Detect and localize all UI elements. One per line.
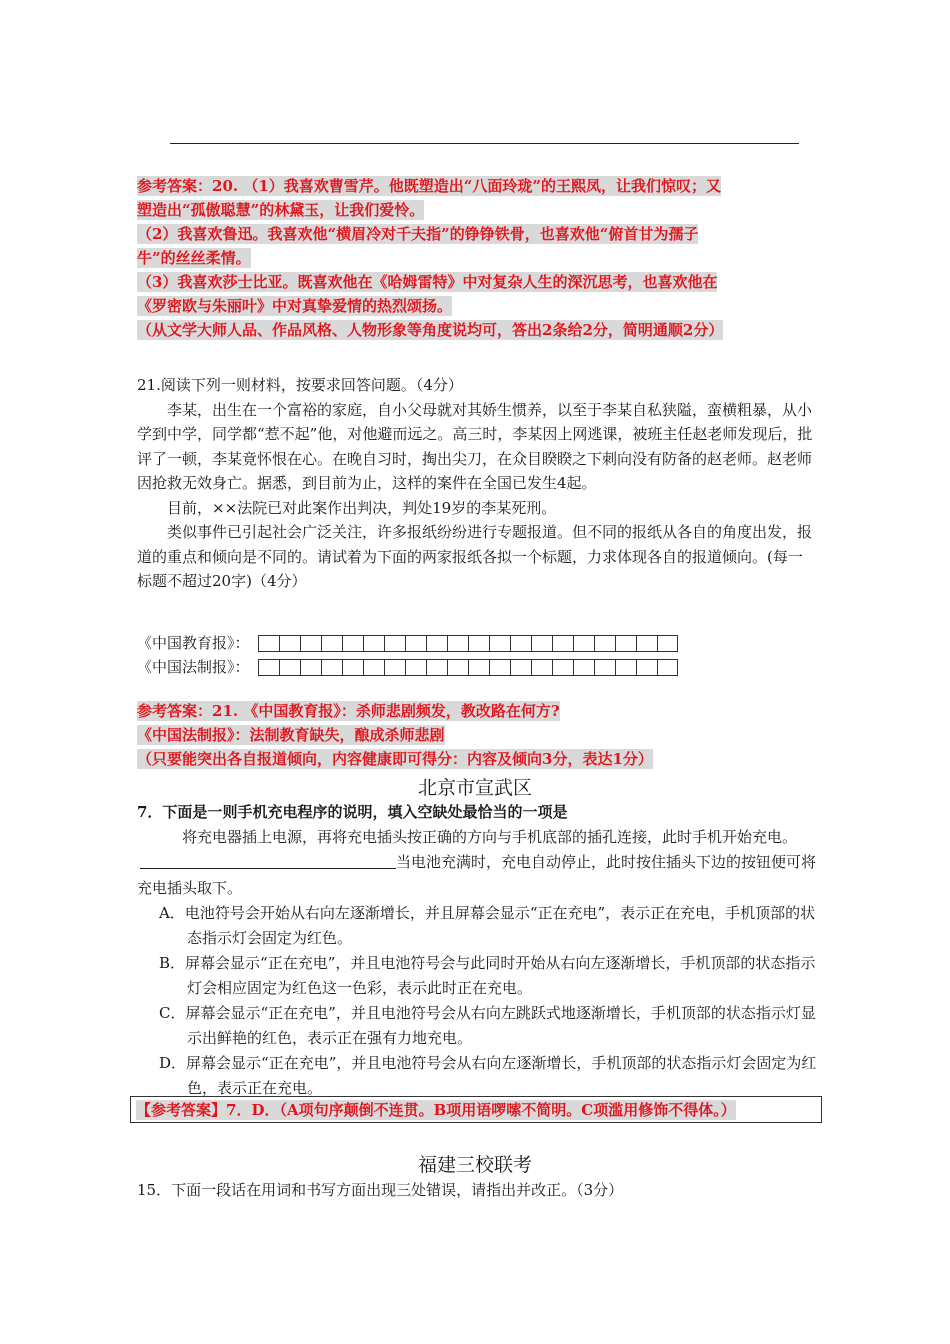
paper-label-education: 《中国教育报》：: [137, 634, 250, 652]
top-rule: [170, 143, 799, 144]
answer-20-line: （2）我喜欢鲁迅。我喜欢他“横眉冷对千夫指”的铮铮铁骨，也喜欢他“俯首甘为孺子: [137, 225, 699, 243]
answer-cell[interactable]: [405, 635, 426, 652]
section-title-xuanwu: 北京市宣武区: [417, 777, 532, 799]
answer-cell[interactable]: [279, 659, 300, 676]
answer-cell[interactable]: [531, 659, 552, 676]
answer-cell[interactable]: [321, 635, 342, 652]
answer-grid-legal: [137, 656, 678, 678]
question-7-blank[interactable]: [140, 852, 396, 869]
answer-cell[interactable]: [573, 635, 594, 652]
answer-cell[interactable]: [552, 659, 573, 676]
answer-cell[interactable]: [321, 659, 342, 676]
answer-cell[interactable]: [468, 659, 489, 676]
answer-cell[interactable]: [594, 635, 615, 652]
paper-label-legal: 《中国法制报》：: [137, 658, 250, 676]
answer-cell[interactable]: [426, 659, 447, 676]
answer-cell[interactable]: [342, 659, 363, 676]
answer-cell[interactable]: [636, 659, 657, 676]
answer-cell[interactable]: [510, 659, 531, 676]
answer-cell[interactable]: [384, 635, 405, 652]
answer-cell[interactable]: [447, 635, 468, 652]
question-21-material-1: 李某，出生在一个富裕的家庭，自小父母就对其娇生惯养，以至于李某自私狭隘，蛮横粗暴，从小学到中学，同学都“惹不起”他，对他避而远之。高三时，李某因上网逃课，被班主任赵老师发现后，批评了一顿，李某竟怀恨在心。在晚自习时，掏出尖刀，在众目睽睽之下刺向没有防备的赵老师。赵老师因抢救无效身亡。据悉，到目前为止，这样的案件在全国已发生4起。: [137, 400, 813, 492]
answer-cell[interactable]: [615, 659, 636, 676]
question-7-stem: [137, 825, 817, 902]
question-21-heading: 21.阅读下列一则材料，按要求回答问题。（4分）: [137, 376, 463, 394]
answer-cell[interactable]: [657, 635, 678, 652]
section-title-fujian: 福建三校联考: [417, 1154, 532, 1176]
answer-21-line: 参考答案：21. 《中国教育报》：杀师悲剧频发，教改路在何方?: [137, 702, 560, 720]
question-7-stem-before: 将充电器插上电源，再将充电插头按正确的方向与手机底部的插孔连接，此时手机开始充电。: [182, 827, 798, 846]
question-21-material-3: 类似事件已引起社会广泛关注，许多报纸纷纷进行专题报道。但不同的报纸从各自的角度出发，报道的重点和倾向是不同的。请试着为下面的两家报纸各拟一个标题，力求体现各自的报道倾向。(每一标题不超过20字)（4分）: [137, 523, 813, 590]
answer-cell[interactable]: [363, 659, 384, 676]
answer-20-line: （3）我喜欢莎士比亚。既喜欢他在《哈姆雷特》中对复杂人生的深沉思考，也喜欢他在: [137, 273, 718, 291]
answer-cell[interactable]: [489, 659, 510, 676]
question-7: [137, 800, 817, 1101]
answer-cell[interactable]: [405, 659, 426, 676]
answer-cell[interactable]: [279, 635, 300, 652]
answer-21-line: （只要能突出各自报道倾向，内容健康即可得分：内容及倾向3分，表达1分）: [137, 750, 653, 768]
answer-cells-legal[interactable]: [258, 659, 678, 676]
answer-cell[interactable]: [447, 659, 468, 676]
answer-grid-education: [137, 632, 678, 654]
answer-cell[interactable]: [594, 659, 615, 676]
answer-cell[interactable]: [258, 659, 279, 676]
question-21-material-2: 目前，××法院已对此案作出判决，判处19岁的李某死刑。: [167, 498, 557, 517]
answer-20-line: （从文学大师人品、作品风格、人物形象等角度说均可，答出2条给2分，简明通顺2分）: [137, 321, 724, 339]
answer-cells-education[interactable]: [258, 635, 678, 652]
answer-cell[interactable]: [468, 635, 489, 652]
answer-20-line: 参考答案：20. （1）我喜欢曹雪芹。他既塑造出“八面玲珑”的王熙凤，让我们惊叹；又: [137, 177, 722, 195]
answer-cell[interactable]: [363, 635, 384, 652]
answer-cell[interactable]: [258, 635, 279, 652]
answer-cell[interactable]: [615, 635, 636, 652]
question-7-heading: 7．下面是一则手机充电程序的说明，填入空缺处最恰当的一项是: [137, 803, 568, 821]
answer-cell[interactable]: [426, 635, 447, 652]
answer-cell[interactable]: [573, 659, 594, 676]
answer-21-line: 《中国法制报》：法制教育缺失，酿成杀师悲剧: [137, 726, 445, 744]
answer-20-line: 牛”的丝丝柔情。: [137, 249, 251, 267]
answer-cell[interactable]: [384, 659, 405, 676]
answer-20-line: 塑造出“孤傲聪慧”的林黛玉，让我们爱怜。: [137, 201, 425, 219]
question-7-option-c[interactable]: C．屏幕会显示“正在充电”，并且电池符号会从右向左跳跃式地逐渐增长，手机顶部的状态指示灯显示出鲜艳的红色，表示正在强有力地充电。: [159, 1004, 816, 1047]
answer-20: [137, 174, 817, 342]
answer-cell[interactable]: [552, 635, 573, 652]
question-21: [137, 373, 817, 594]
answer-21: [137, 699, 817, 771]
answer-cell[interactable]: [489, 635, 510, 652]
question-7-option-a[interactable]: A．电池符号会开始从右向左逐渐增长，并且屏幕会显示“正在充电”，表示正在充电，手机顶部的状态指示灯会固定为红色。: [159, 904, 816, 947]
question-7-option-d[interactable]: D．屏幕会显示“正在充电”，并且电池符号会从右向左逐渐增长，手机顶部的状态指示灯会固定为红色，表示正在充电。: [159, 1054, 817, 1097]
question-7-option-b[interactable]: B．屏幕会显示“正在充电”，并且电池符号会与此同时开始从右向左逐渐增长，手机顶部的状态指示灯会相应固定为红色这一色彩，表示此时正在充电。: [159, 954, 816, 997]
answer-cell[interactable]: [636, 635, 657, 652]
answer-7: 【参考答案】7．D．（A项句序颠倒不连贯。B项用语啰嗦不简明。C项滥用修饰不得体。）: [136, 1101, 736, 1119]
answer-cell[interactable]: [300, 659, 321, 676]
question-15-heading: 15．下面一段话在用词和书写方面出现三处错误，请指出并改正。（3分）: [137, 1181, 624, 1199]
answer-7-box: [130, 1096, 822, 1123]
answer-cell[interactable]: [510, 635, 531, 652]
question-15: [137, 1178, 817, 1203]
question-7-stem-after: 当电池充满时，充电自动停止，此时按住插头下边的按钮便可将充电插头取下。: [137, 853, 817, 897]
answer-cell[interactable]: [531, 635, 552, 652]
answer-20-line: 《罗密欧与朱丽叶》中对真挚爱情的热烈颂扬。: [137, 297, 453, 315]
answer-cell[interactable]: [342, 635, 363, 652]
answer-cell[interactable]: [300, 635, 321, 652]
answer-cell[interactable]: [657, 659, 678, 676]
